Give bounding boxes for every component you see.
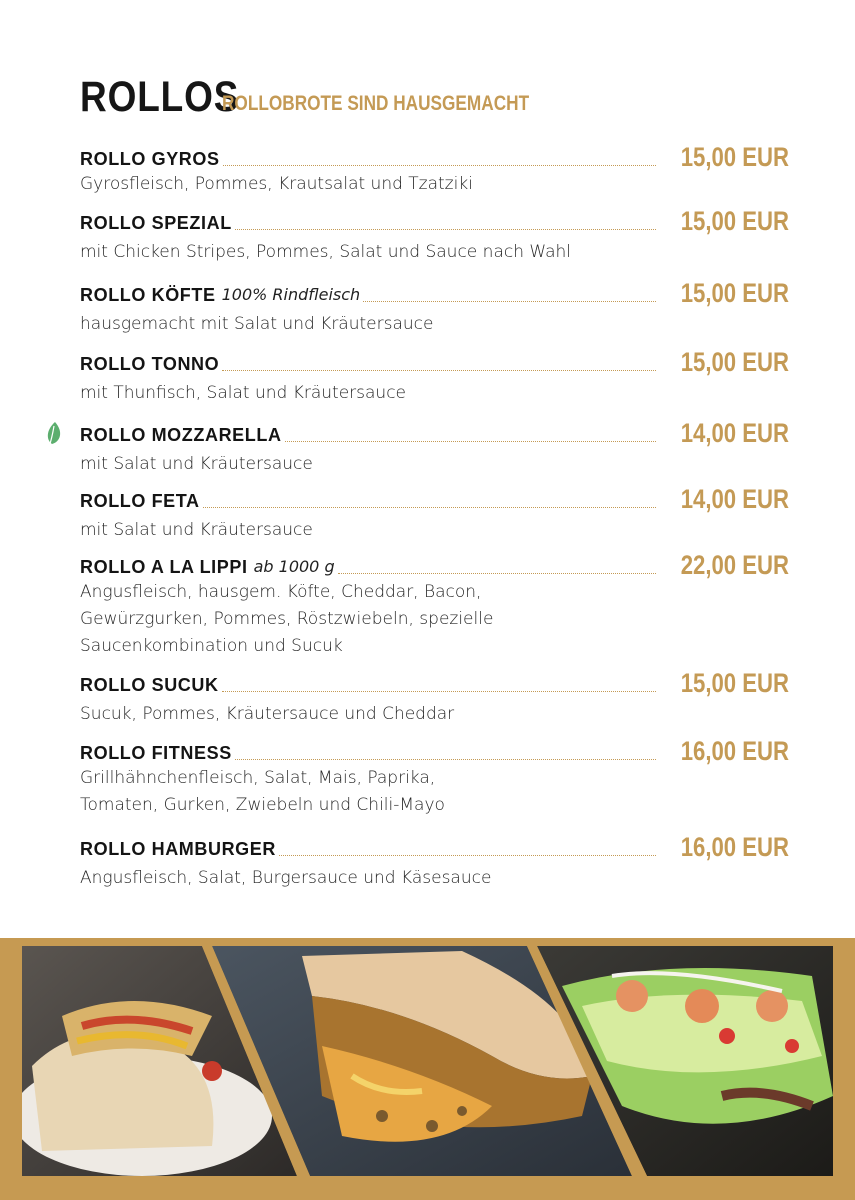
item-description: mit Chicken Stripes, Pommes, Salat und Sauce nach Wahl [80, 242, 572, 262]
item-price: 16,00 EUR [680, 832, 790, 862]
dot-leader [222, 690, 656, 692]
item-price: 16,00 EUR [680, 736, 790, 766]
section-heading [80, 72, 530, 122]
menu-item [80, 278, 790, 338]
item-name: ROLLO KÖFTE [80, 285, 216, 305]
item-description: Gyrosfleisch, Pommes, Krautsalat und Tzatziki [80, 174, 473, 194]
menu-item [80, 142, 790, 198]
dot-leader [363, 300, 656, 302]
menu-item [80, 347, 790, 407]
item-description: mit Salat und Kräutersauce [80, 520, 313, 540]
item-header [80, 484, 790, 514]
item-name: ROLLO GYROS [80, 149, 220, 169]
dot-leader [222, 369, 656, 371]
item-price: 15,00 EUR [680, 668, 790, 698]
dot-leader [223, 164, 656, 166]
food-photos [22, 946, 833, 1176]
item-description: Sucuk, Pommes, Kräutersauce und Cheddar [80, 704, 455, 724]
dot-leader [203, 506, 656, 508]
dot-leader [338, 572, 656, 574]
item-description: hausgemacht mit Salat und Kräutersauce [80, 314, 434, 334]
item-description: mit Salat und Kräutersauce [80, 454, 313, 474]
item-name: ROLLO SPEZIAL [80, 213, 232, 233]
menu-item [80, 550, 790, 660]
item-header [80, 206, 790, 236]
menu-item [80, 418, 790, 478]
menu-item [80, 668, 790, 728]
item-price: 15,00 EUR [680, 206, 790, 236]
item-name: ROLLO FETA [80, 491, 200, 511]
item-price: 15,00 EUR [680, 347, 790, 377]
item-price: 15,00 EUR [680, 142, 790, 172]
item-price: 22,00 EUR [680, 550, 790, 580]
item-note: ab 1000 g [253, 557, 335, 576]
dot-leader [279, 854, 656, 856]
menu-item [80, 736, 790, 819]
item-note: 100% Rindfleisch [221, 285, 361, 304]
dot-leader [235, 758, 656, 760]
item-name: ROLLO MOZZARELLA [80, 425, 282, 445]
item-description: Angusfleisch, Salat, Burgersauce und Käsesauce [80, 868, 492, 888]
item-header [80, 668, 790, 698]
section-subtitle: ROLLOBROTE SIND HAUSGEMACHT [222, 92, 530, 115]
item-description: Grillhähnchenfleisch, Salat, Mais, Paprika, Tomaten, Gurken, Zwiebeln und Chili-Mayo [80, 768, 445, 815]
item-header [80, 418, 790, 448]
item-description: mit Thunfisch, Salat und Kräutersauce [80, 383, 407, 403]
item-header [80, 278, 790, 308]
section-title: ROLLOS [80, 73, 240, 121]
item-name: ROLLO HAMBURGER [80, 839, 276, 859]
item-name: ROLLO SUCUK [80, 675, 219, 695]
item-name: ROLLO FITNESS [80, 743, 232, 763]
item-price: 14,00 EUR [680, 418, 790, 448]
item-header [80, 142, 790, 172]
dot-leader [235, 228, 656, 230]
item-price: 15,00 EUR [680, 278, 790, 308]
leaf-icon [44, 420, 66, 448]
menu-item [80, 206, 790, 266]
item-header [80, 736, 790, 766]
item-description: Angusfleisch, hausgem. Köfte, Cheddar, Bacon, Gewürzgurken, Pommes, Röstzwiebeln, spezielle Saucenkombination und Sucuk [80, 582, 494, 656]
item-name: ROLLO TONNO [80, 354, 220, 374]
item-header [80, 347, 790, 377]
menu-item [80, 484, 790, 544]
item-header [80, 550, 790, 580]
item-header [80, 832, 790, 862]
dot-leader [285, 440, 656, 442]
item-price: 14,00 EUR [680, 484, 790, 514]
item-name: ROLLO A LA LIPPI [80, 557, 248, 577]
menu-item [80, 832, 790, 892]
